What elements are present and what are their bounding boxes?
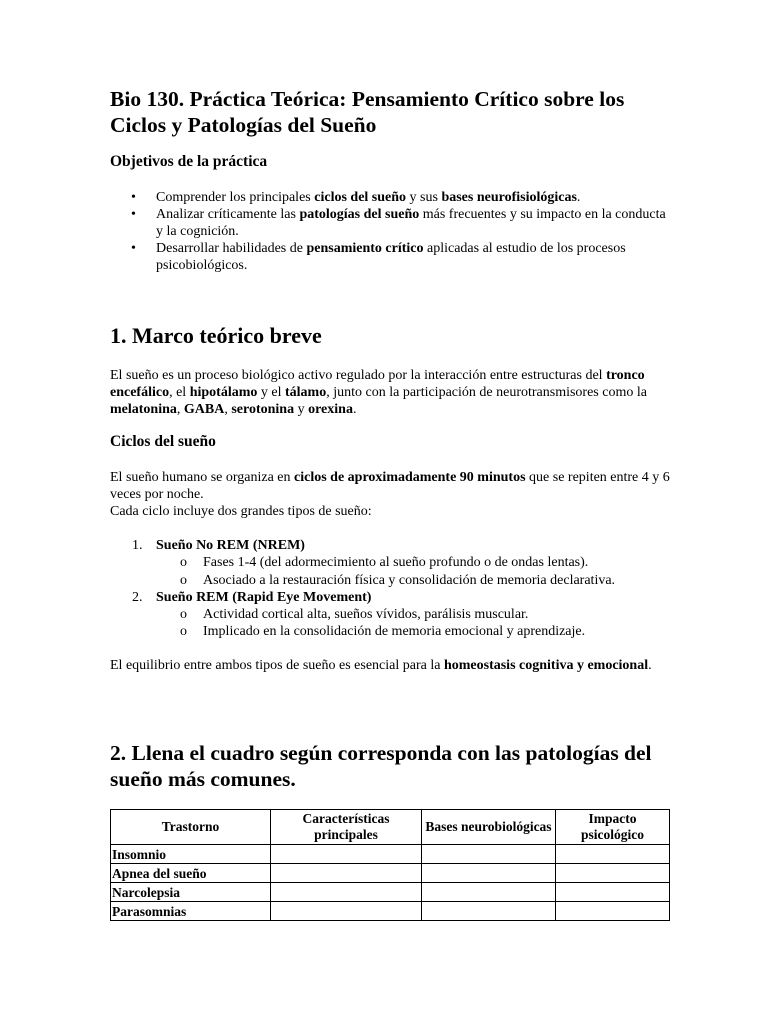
column-header: Bases neurobiológicas [422, 810, 556, 845]
list-item: • Comprender los principales ciclos del sueño y sus bases neurofisiológicas. [131, 190, 581, 205]
row-label: Parasomnias [111, 902, 271, 921]
row-label: Narcolepsia [111, 883, 271, 902]
objectives-list [110, 189, 670, 274]
table-cell[interactable] [271, 864, 422, 883]
pathologies-table [110, 809, 670, 921]
objectives-heading: Objetivos de la práctica [110, 153, 268, 170]
table-row [111, 845, 670, 864]
list-item: • Analizar críticamente las patologías del sueño más frecuentes y su impacto en la conducta y la cognición. [131, 207, 666, 239]
table-cell[interactable] [271, 845, 422, 864]
bullet-icon: • [131, 241, 136, 256]
list-item: 2. Sueño REM (Rapid Eye Movement) o Actividad cortical alta, sueños vívidos, parálisis muscular. o Implicado en la consolidación de memoria emocional y aprendizaje. [110, 589, 680, 641]
column-header: Impacto psicológico [556, 810, 670, 845]
table-row [111, 864, 670, 883]
table-cell[interactable] [556, 845, 670, 864]
row-label: Apnea del sueño [111, 864, 271, 883]
table-cell[interactable] [556, 864, 670, 883]
circle-bullet-icon: o [180, 572, 187, 588]
column-header: Características principales [271, 810, 422, 845]
list-item: • Desarrollar habilidades de pensamiento crítico aplicadas al estudio de los procesos psicobiológicos. [131, 241, 626, 273]
paragraph-ciclos: El sueño humano se organiza en ciclos de aproximadamente 90 minutos que se repiten entre 4 y 6 veces por noche. Cada ciclo incluye dos grandes tipos de sueño: [110, 470, 670, 519]
section-2-heading: 2. Llena el cuadro según corresponda con las patologías del sueño más comunes. [110, 741, 652, 791]
circle-bullet-icon: o [180, 624, 187, 640]
row-label: Insomnio [111, 845, 271, 864]
document-title: Bio 130. Práctica Teórica: Pensamiento Crítico sobre los Ciclos y Patologías del Sueño [110, 87, 625, 137]
column-header: Trastorno [111, 810, 271, 845]
list-item: 1. Sueño No REM (NREM) o Fases 1-4 (del adormecimiento al sueño profundo o de ondas lentas). o Asociado a la restauración física y consolidación de memoria declarativa. [110, 537, 680, 589]
table-cell[interactable] [422, 902, 556, 921]
sub-list-item: o Implicado en la consolidación de memoria emocional y aprendizaje. [180, 624, 586, 640]
table-cell[interactable] [271, 902, 422, 921]
bullet-icon: • [131, 190, 136, 205]
paragraph-equilibrio: El equilibrio entre ambos tipos de sueño es esencial para la homeostasis cognitiva y emocional. [110, 658, 652, 673]
table-header-row [111, 810, 670, 845]
bullet-icon: • [131, 207, 136, 222]
table-cell[interactable] [422, 864, 556, 883]
table-row [111, 902, 670, 921]
sub-list-item: o Fases 1-4 (del adormecimiento al sueño profundo o de ondas lentas). [180, 555, 589, 571]
sub-list-item: o Asociado a la restauración física y consolidación de memoria declarativa. [180, 572, 616, 588]
table-cell[interactable] [556, 883, 670, 902]
table-cell[interactable] [271, 883, 422, 902]
paragraph-marco-teorico: El sueño es un proceso biológico activo regulado por la interacción entre estructuras del tronco encefálico, el hipotálamo y el tálamo, junto con la participación de neurotransmisores como la melatonina, GABA, serotonina y orexina. [110, 368, 647, 417]
table-row [111, 883, 670, 902]
sub-list-item: o Actividad cortical alta, sueños vívidos, parálisis muscular. [180, 607, 529, 623]
table-cell[interactable] [422, 845, 556, 864]
table-cell[interactable] [556, 902, 670, 921]
cycles-heading: Ciclos del sueño [110, 433, 216, 450]
sleep-types-list [110, 537, 680, 641]
circle-bullet-icon: o [180, 555, 187, 571]
circle-bullet-icon: o [180, 607, 187, 623]
table-cell[interactable] [422, 883, 556, 902]
section-1-heading: 1. Marco teórico breve [110, 323, 322, 348]
